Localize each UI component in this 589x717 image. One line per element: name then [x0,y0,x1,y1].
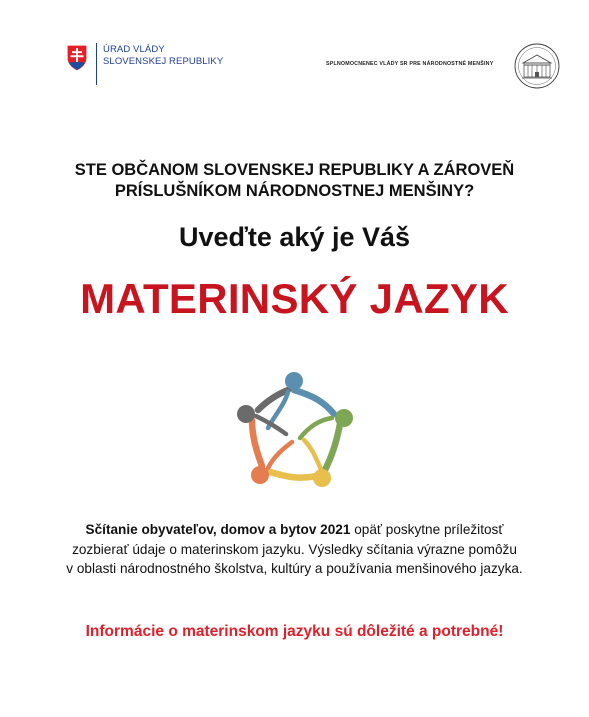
question-line2: PRÍSLUŠNÍKOM NÁRODNOSTNEJ MENŠINY? [114,182,475,200]
government-seal-icon [514,43,560,89]
body-line1 [0,520,589,540]
emblem-head-green [335,409,353,427]
census-name: Sčítanie obyvateľov, domov a bytov 2021 [85,522,351,537]
emblem-inner-green [300,418,332,438]
emblem-inner-orange [268,442,292,468]
emblem-head-orange [251,466,269,484]
emblem-arc-blue [294,390,334,414]
logo-divider [96,43,97,85]
body-line2: zozbierať údaje o materinskom jazyku. Výsledky sčítania výrazne pomôžu [72,541,517,557]
question-heading [0,160,589,202]
government-office-logo [66,44,223,85]
emblem-head-blue [285,372,303,390]
body-line1-rest: opäť poskytne príležitosť [350,522,504,537]
slovak-coat-of-arms-icon [66,44,88,72]
question-line1: STE OBČANOM SLOVENSKEJ REPUBLIKY A ZÁROVEŇ [74,161,515,179]
body-line3: v oblasti národnostného školstva, kultúry a používania menšinového jazyka. [66,561,523,576]
emblem-head-grey [237,405,255,423]
subtitle: Uveďte aký je Váš [178,222,411,252]
emblem-arc-green [324,424,340,472]
emblem-arc-yellow [270,472,316,478]
org-name-line2: SLOVENSKEJ REPUBLIKY [103,56,224,67]
main-title: MATERINSKÝ JAZYK [80,275,509,322]
emblem-head-yellow [313,469,331,487]
organization-name [103,44,223,68]
emblem-arc-orange [252,420,262,466]
people-circle-emblem-icon [228,368,360,493]
office-name: SPLNOMOCNENEC VLÁDY SR PRE NÁRODNOSTNÉ MENŠINY [326,61,494,67]
page-header [0,0,589,110]
closing-note: Informácie o materinskom jazyku sú dôležité a potrebné! [85,623,504,640]
body-paragraph [0,520,589,579]
org-name-line1: ÚRAD VLÁDY [103,44,165,55]
emblem-inner-yellow [304,440,322,472]
